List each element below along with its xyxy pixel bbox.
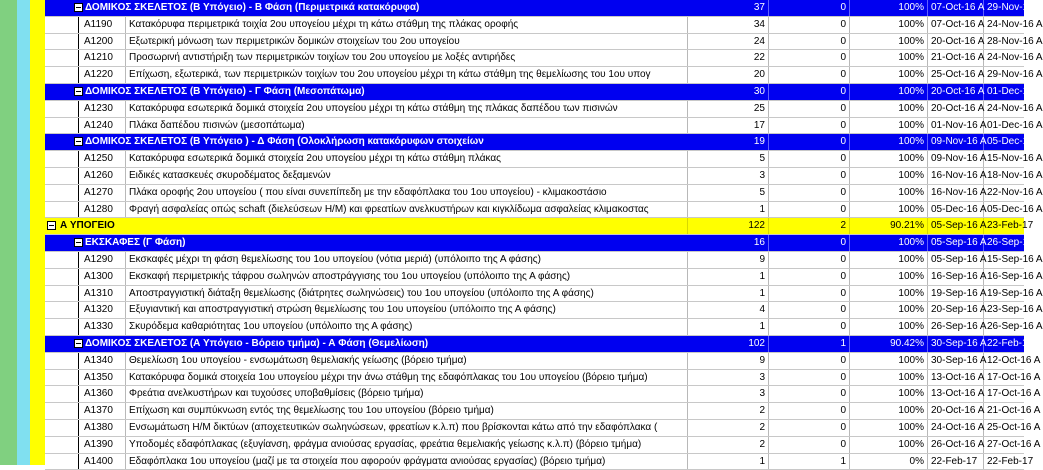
collapse-toggle-icon[interactable]	[47, 221, 56, 230]
tree-line	[78, 34, 79, 50]
table-row[interactable]	[45, 269, 1043, 286]
wbs-group-row[interactable]	[45, 336, 1034, 353]
tree-indent	[45, 168, 81, 184]
activity-name-cell: Κατακόρυφα εσωτερικά δομικά στοιχεία 2ου υπογείου μέχρι τη κάτω στάθμη της πλάκας δαπέδου των πισινών	[126, 101, 688, 117]
level-stripe-cyan	[17, 0, 30, 465]
remaining-duration-cell: 0	[769, 0, 850, 16]
duration-cell: 17	[688, 118, 769, 134]
start-date-cell: 22-Feb-17	[928, 454, 984, 470]
wbs-group-row[interactable]	[45, 134, 1043, 151]
wbs-name-cell: Α ΥΠΟΓΕΙΟ	[45, 218, 688, 234]
activity-id-cell: A1230	[81, 101, 126, 117]
tree-line	[78, 386, 79, 402]
wbs-name-cell: ΕΚΣΚΑΦΕΣ (Γ Φάση)	[45, 235, 688, 251]
finish-date-cell: 22-Feb-17	[987, 455, 1034, 467]
duration-cell: 1	[688, 454, 769, 470]
duration-cell: 24	[688, 34, 769, 50]
finish-date-cell: 25-Oct-16 A	[987, 421, 1041, 433]
start-date-cell: 20-Sep-16 A	[928, 302, 984, 318]
activity-id-cell: A1340	[81, 353, 126, 369]
activity-name-cell: Κατακόρυφα περιμετρικά τοιχία 2ου υπογείου μέχρι τη κάτω στάθμη της πλάκας οροφής	[126, 17, 688, 33]
tree-line	[78, 269, 79, 285]
duration-cell: 2	[688, 403, 769, 419]
table-row[interactable]	[45, 454, 1034, 470]
tree-indent	[45, 118, 81, 134]
tree-line	[78, 302, 79, 318]
tree-line	[78, 151, 79, 167]
tree-line	[78, 420, 79, 436]
duration-cell: 25	[688, 101, 769, 117]
percent-complete-cell: 100%	[850, 34, 928, 50]
table-row[interactable]	[45, 151, 1043, 168]
start-date-cell: 16-Sep-16 A	[928, 269, 984, 285]
tree-indent	[45, 252, 81, 268]
remaining-duration-cell: 0	[769, 353, 850, 369]
activity-name-cell: Φραγή ασφαλείας οπώς schaft (διελεύσεων Η/Μ) και φρεατίων ανελκυστήρων και κιγκλίδωμα ασφαλείας κλιμακοστας	[126, 202, 688, 218]
table-row[interactable]	[45, 185, 1043, 202]
finish-date-cell: 05-Dec-16 A	[987, 136, 1043, 148]
start-date-cell: 07-Oct-16 A	[928, 0, 984, 16]
percent-complete-cell: 100%	[850, 134, 928, 150]
duration-cell: 30	[688, 84, 769, 100]
percent-complete-cell: 100%	[850, 185, 928, 201]
start-date-cell: 26-Sep-16 A	[928, 319, 984, 335]
finish-date-cell: 16-Sep-16 A	[987, 270, 1043, 282]
activity-name-cell: Επίχωση και συμπύκνωση εντός της θεμελίωσης του 1ου υπογείου (βόρειο τμήμα)	[126, 403, 688, 419]
finish-date-cell: 23-Feb-17	[987, 220, 1034, 232]
remaining-duration-cell: 0	[769, 50, 850, 66]
wbs-name-cell: ΔΟΜΙΚΟΣ ΣΚΕΛΕΤΟΣ (Α Υπόγειο - Βόρειο τμήμα) - Α Φάση (Θεμελίωση)	[45, 336, 688, 352]
remaining-duration-cell: 0	[769, 134, 850, 150]
tree-indent	[45, 202, 81, 218]
duration-cell: 4	[688, 302, 769, 318]
tree-indent	[45, 101, 81, 117]
finish-date-cell: 17-Oct-16 A	[987, 371, 1041, 383]
remaining-duration-cell: 0	[769, 269, 850, 285]
duration-cell: 34	[688, 17, 769, 33]
tree-line	[78, 353, 79, 369]
percent-complete-cell: 100%	[850, 370, 928, 386]
tree-indent	[45, 269, 81, 285]
remaining-duration-cell: 1	[769, 336, 850, 352]
duration-cell: 19	[688, 134, 769, 150]
remaining-duration-cell: 1	[769, 454, 850, 470]
wbs-major-row[interactable]	[45, 218, 1034, 235]
percent-complete-cell: 100%	[850, 168, 928, 184]
duration-cell: 5	[688, 185, 769, 201]
remaining-duration-cell: 0	[769, 235, 850, 251]
start-date-cell: 05-Sep-16 A	[928, 235, 984, 251]
tree-line	[78, 454, 79, 470]
activity-name-cell: Εξωτερική μόνωση των περιμετρικών δομικών στοιχείων του 2ου υπογείου	[126, 34, 688, 50]
finish-date-cell: 24-Nov-16 A	[987, 18, 1043, 30]
finish-date-cell: 29-Nov-16 A	[987, 69, 1043, 81]
percent-complete-cell: 0%	[850, 454, 928, 470]
activity-id-cell: A1280	[81, 202, 126, 218]
remaining-duration-cell: 0	[769, 202, 850, 218]
table-row[interactable]	[45, 319, 1043, 336]
table-row[interactable]	[45, 168, 1043, 185]
activity-id-cell: A1250	[81, 151, 126, 167]
start-date-cell: 01-Nov-16 A	[928, 118, 984, 134]
table-row[interactable]	[45, 403, 1041, 420]
table-row[interactable]	[45, 302, 1043, 319]
tree-line	[78, 202, 79, 218]
tree-indent	[45, 34, 81, 50]
start-date-cell: 30-Sep-16 A	[928, 353, 984, 369]
start-date-cell: 09-Nov-16 A	[928, 134, 984, 150]
duration-cell: 5	[688, 151, 769, 167]
activity-name-cell: Επίχωση, εξωτερικά, των περιμετρικών τοιχίων του 2ου υπογείου μέχρι τη κάτω στάθμη της θεμελίωσης του 1ου υπογ	[126, 67, 688, 83]
finish-date-cell: 22-Feb-17	[987, 337, 1034, 349]
activity-table	[45, 0, 1043, 470]
tree-indent	[45, 319, 81, 335]
finish-date-cell: 17-Oct-16 A	[987, 388, 1041, 400]
activity-id-cell: A1350	[81, 370, 126, 386]
remaining-duration-cell: 0	[769, 34, 850, 50]
tree-line	[78, 17, 79, 33]
duration-cell: 1	[688, 269, 769, 285]
finish-date-cell: 01-Dec-16 A	[987, 85, 1043, 97]
activity-name-cell: Ειδικές κατασκευές σκυροδέματος δεξαμενών	[126, 168, 688, 184]
finish-date-cell: 26-Sep-16 A	[987, 237, 1043, 249]
start-date-cell: 21-Oct-16 A	[928, 50, 984, 66]
percent-complete-cell: 100%	[850, 67, 928, 83]
start-date-cell: 26-Oct-16 A	[928, 437, 984, 453]
remaining-duration-cell: 0	[769, 84, 850, 100]
activity-id-cell: A1240	[81, 118, 126, 134]
tree-indent	[45, 50, 81, 66]
percent-complete-cell: 100%	[850, 252, 928, 268]
activity-id-cell: A1310	[81, 286, 126, 302]
remaining-duration-cell: 0	[769, 319, 850, 335]
activity-id-cell: A1320	[81, 302, 126, 318]
activity-id-cell: A1260	[81, 168, 126, 184]
tree-indent	[45, 67, 81, 83]
tree-line	[78, 370, 79, 386]
remaining-duration-cell: 0	[769, 420, 850, 436]
finish-date-cell: 26-Sep-16 A	[987, 321, 1043, 333]
remaining-duration-cell: 0	[769, 403, 850, 419]
start-date-cell: 20-Oct-16 A	[928, 84, 984, 100]
duration-cell: 16	[688, 235, 769, 251]
start-date-cell: 05-Sep-16 A	[928, 218, 984, 234]
finish-date-cell: 05-Dec-16 A	[987, 203, 1043, 215]
percent-complete-cell: 100%	[850, 151, 928, 167]
activity-name-cell: Σκυρόδεμα καθαριότητας 1ου υπογείου (υπόλοιπο της Α φάσης)	[126, 319, 688, 335]
remaining-duration-cell: 0	[769, 151, 850, 167]
activity-id-cell: A1390	[81, 437, 126, 453]
wbs-name-cell: ΔΟΜΙΚΟΣ ΣΚΕΛΕΤΟΣ (Β Υπόγειο) - Β Φάση (Περιμετρικά κατακόρυφα)	[45, 0, 688, 16]
finish-date-cell: 24-Nov-16 A	[987, 52, 1043, 64]
table-row[interactable]	[45, 118, 1043, 135]
activity-name-cell: Κατακόρυφα εσωτερικά δομικά στοιχεία 2ου υπογείου μέχρι τη κάτω στάθμη πλάκας	[126, 151, 688, 167]
table-row[interactable]	[45, 17, 1043, 34]
activity-name-cell: Πλάκα οροφής 2ου υπογείου ( που είναι συνεπίπεδη με την εδαφόπλακα του 1ου υπογείου) - κλιμακοστάσιο	[126, 185, 688, 201]
percent-complete-cell: 100%	[850, 101, 928, 117]
finish-date-cell: 24-Nov-16 A	[987, 102, 1043, 114]
duration-cell: 20	[688, 67, 769, 83]
activity-id-cell: A1360	[81, 386, 126, 402]
activity-name-cell: Εκσκαφές μέχρι τη φάση θεμελίωσης του 1ου υπογείου (νότια μεριά) (υπόλοιπο της Α φάσης)	[126, 252, 688, 268]
tree-indent	[45, 17, 81, 33]
percent-complete-cell: 90.21%	[850, 218, 928, 234]
remaining-duration-cell: 0	[769, 252, 850, 268]
start-date-cell: 20-Oct-16 A	[928, 34, 984, 50]
wbs-group-row[interactable]	[45, 0, 1043, 17]
level-color-stripes	[0, 0, 45, 465]
finish-date-cell: 28-Nov-16 A	[987, 35, 1043, 47]
table-row[interactable]	[45, 67, 1043, 84]
percent-complete-cell: 90.42%	[850, 336, 928, 352]
collapse-toggle-icon[interactable]	[74, 339, 83, 348]
activity-name-cell: Αποστραγγιστική διάταξη θεμελίωσης (διάτρητες σωληνώσεις) του 1ου υπογείου (υπόλοιπο της Α φάσης)	[126, 286, 688, 302]
activity-name-cell: Πλάκα δαπέδου πισινών (μεσοπάτωμα)	[126, 118, 688, 134]
tree-indent	[45, 437, 81, 453]
duration-cell: 3	[688, 386, 769, 402]
start-date-cell: 16-Nov-16 A	[928, 185, 984, 201]
table-row[interactable]	[45, 370, 1041, 387]
activity-id-cell: A1400	[81, 454, 126, 470]
tree-line	[78, 403, 79, 419]
activity-id-cell: A1290	[81, 252, 126, 268]
percent-complete-cell: 100%	[850, 319, 928, 335]
start-date-cell: 16-Nov-16 A	[928, 168, 984, 184]
remaining-duration-cell: 0	[769, 286, 850, 302]
collapse-toggle-icon[interactable]	[74, 137, 83, 146]
remaining-duration-cell: 0	[769, 437, 850, 453]
activity-id-cell: A1370	[81, 403, 126, 419]
tree-indent	[45, 386, 81, 402]
tree-indent	[45, 302, 81, 318]
duration-cell: 37	[688, 0, 769, 16]
duration-cell: 102	[688, 336, 769, 352]
table-row[interactable]	[45, 34, 1043, 51]
start-date-cell: 05-Sep-16 A	[928, 252, 984, 268]
percent-complete-cell: 100%	[850, 420, 928, 436]
percent-complete-cell: 100%	[850, 235, 928, 251]
percent-complete-cell: 100%	[850, 50, 928, 66]
wbs-group-row[interactable]	[45, 235, 1043, 252]
finish-date-cell: 21-Oct-16 A	[987, 405, 1041, 417]
activity-name-cell: Ενσωμάτωση Η/Μ δικτύων (αποχετευτικών σωληνώσεων, φρεατίων κ.λ.π) που βρίσκονται κάτω από την εδαφόπλακα (	[126, 420, 688, 436]
start-date-cell: 20-Oct-16 A	[928, 403, 984, 419]
finish-date-cell: 22-Nov-16 A	[987, 186, 1043, 198]
finish-date-cell: 29-Nov-16 A	[987, 2, 1043, 13]
start-date-cell: 13-Oct-16 A	[928, 370, 984, 386]
wbs-group-row[interactable]	[45, 84, 1043, 101]
percent-complete-cell: 100%	[850, 386, 928, 402]
activity-name-cell: Προσωρινή αντιστήριξη των περιμετρικών τοιχίων του 2ου υπογείου με λοξές αντιρήδες	[126, 50, 688, 66]
finish-date-cell: 15-Sep-16 A	[987, 253, 1043, 265]
percent-complete-cell: 100%	[850, 0, 928, 16]
tree-indent	[45, 454, 81, 470]
activity-id-cell: A1220	[81, 67, 126, 83]
percent-complete-cell: 100%	[850, 403, 928, 419]
duration-cell: 1	[688, 202, 769, 218]
remaining-duration-cell: 0	[769, 168, 850, 184]
remaining-duration-cell: 0	[769, 118, 850, 134]
activity-id-cell: A1200	[81, 34, 126, 50]
wbs-name-cell: ΔΟΜΙΚΟΣ ΣΚΕΛΕΤΟΣ (Β Υπόγειο ) - Δ Φάση (Ολοκλήρωση κατακόρυφων στοιχείων	[45, 134, 688, 150]
activity-name-cell: Φρεάτια ανελκυστήρων και τυχούσες υποβαθμίσεις (βόρειο τμήμα)	[126, 386, 688, 402]
duration-cell: 1	[688, 319, 769, 335]
activity-name-cell: Εδαφόπλακα 1ου υπογείου (μαζί με τα στοιχεία που αφορούν φράγματα ανιούσας εργασίας) (βόρειο τμήμα)	[126, 454, 688, 470]
tree-indent	[45, 420, 81, 436]
percent-complete-cell: 100%	[850, 202, 928, 218]
tree-line	[78, 437, 79, 453]
level-stripe-green	[0, 0, 17, 465]
activity-id-cell: A1330	[81, 319, 126, 335]
tree-indent	[45, 151, 81, 167]
percent-complete-cell: 100%	[850, 437, 928, 453]
percent-complete-cell: 100%	[850, 269, 928, 285]
remaining-duration-cell: 0	[769, 101, 850, 117]
percent-complete-cell: 100%	[850, 353, 928, 369]
start-date-cell: 25-Oct-16 A	[928, 67, 984, 83]
duration-cell: 9	[688, 252, 769, 268]
duration-cell: 22	[688, 50, 769, 66]
table-row[interactable]	[45, 353, 1041, 370]
table-row[interactable]	[45, 101, 1043, 118]
collapse-toggle-icon[interactable]	[74, 238, 83, 247]
activity-id-cell: A1300	[81, 269, 126, 285]
duration-cell: 3	[688, 370, 769, 386]
remaining-duration-cell: 0	[769, 386, 850, 402]
duration-cell: 2	[688, 437, 769, 453]
start-date-cell: 09-Nov-16 A	[928, 151, 984, 167]
table-row[interactable]	[45, 420, 1041, 437]
tree-indent	[45, 286, 81, 302]
remaining-duration-cell: 0	[769, 17, 850, 33]
start-date-cell: 07-Oct-16 A	[928, 17, 984, 33]
activity-name-cell: Θεμελίωση 1ου υπογείου - ενσωμάτωση θεμελιακής γείωσης (βόρειο τμήμα)	[126, 353, 688, 369]
finish-date-cell: 23-Sep-16 A	[987, 304, 1043, 316]
activity-id-cell: A1210	[81, 50, 126, 66]
level-stripe-yellow	[30, 0, 45, 465]
duration-cell: 122	[688, 218, 769, 234]
activity-id-cell: A1380	[81, 420, 126, 436]
collapse-toggle-icon[interactable]	[74, 87, 83, 96]
remaining-duration-cell: 0	[769, 67, 850, 83]
collapse-toggle-icon[interactable]	[74, 3, 83, 12]
tree-line	[78, 319, 79, 335]
tree-line	[78, 252, 79, 268]
activity-id-cell: A1190	[81, 17, 126, 33]
duration-cell: 1	[688, 286, 769, 302]
tree-indent	[45, 403, 81, 419]
table-row[interactable]	[45, 202, 1043, 219]
tree-line	[78, 168, 79, 184]
finish-date-cell: 12-Oct-16 A	[987, 354, 1041, 366]
tree-line	[78, 185, 79, 201]
finish-date-cell: 15-Nov-16 A	[987, 153, 1043, 165]
start-date-cell: 24-Oct-16 A	[928, 420, 984, 436]
finish-date-cell: 01-Dec-16 A	[987, 119, 1043, 131]
percent-complete-cell: 100%	[850, 302, 928, 318]
tree-line	[78, 67, 79, 83]
tree-indent	[45, 370, 81, 386]
percent-complete-cell: 100%	[850, 84, 928, 100]
table-row[interactable]	[45, 386, 1041, 403]
remaining-duration-cell: 0	[769, 370, 850, 386]
start-date-cell: 20-Oct-16 A	[928, 101, 984, 117]
table-row[interactable]	[45, 252, 1043, 269]
percent-complete-cell: 100%	[850, 17, 928, 33]
tree-indent	[45, 353, 81, 369]
activity-id-cell: A1270	[81, 185, 126, 201]
table-row[interactable]	[45, 286, 1043, 303]
activity-name-cell: Εξυγιαντική και αποστραγγιστική στρώση θεμελίωσης του 1ου υπογείου (υπόλοιπο της Α φάσης)	[126, 302, 688, 318]
activity-name-cell: Εκσκαφή περιμετρικής τάφρου σωληνών αποστράγγισης του 1ου υπογείου (υπόλοιπο της Α φάσης)	[126, 269, 688, 285]
table-row[interactable]	[45, 50, 1043, 67]
duration-cell: 9	[688, 353, 769, 369]
activity-name-cell: Υποδομές εδαφόπλακας (εξυγίανση, φράγμα ανιούσας εργασίας, φρεάτια θεμελιακής γείωσης κ.λ.π) (βόρειο τμήμα)	[126, 437, 688, 453]
tree-line	[78, 286, 79, 302]
remaining-duration-cell: 0	[769, 185, 850, 201]
table-row[interactable]	[45, 437, 1041, 454]
finish-date-cell: 27-Oct-16 A	[987, 438, 1041, 450]
tree-indent	[45, 185, 81, 201]
start-date-cell: 05-Dec-16 A	[928, 202, 984, 218]
percent-complete-cell: 100%	[850, 118, 928, 134]
finish-date-cell: 18-Nov-16 A	[987, 169, 1043, 181]
percent-complete-cell: 100%	[850, 286, 928, 302]
start-date-cell: 13-Oct-16 A	[928, 386, 984, 402]
duration-cell: 3	[688, 168, 769, 184]
remaining-duration-cell: 0	[769, 302, 850, 318]
tree-line	[78, 101, 79, 117]
start-date-cell: 19-Sep-16 A	[928, 286, 984, 302]
remaining-duration-cell: 2	[769, 218, 850, 234]
finish-date-cell: 19-Sep-16 A	[987, 287, 1043, 299]
wbs-name-cell: ΔΟΜΙΚΟΣ ΣΚΕΛΕΤΟΣ (Β Υπόγειο) - Γ Φάση (Μεσοπάτωμα)	[45, 84, 688, 100]
activity-name-cell: Κατακόρυφα δομικά στοιχεία 1ου υπογείου μέχρι την άνω στάθμη της εδαφόπλακας του 1ου υπογείου (βόρειο τμήμα)	[126, 370, 688, 386]
tree-line	[78, 118, 79, 134]
start-date-cell: 30-Sep-16 A	[928, 336, 984, 352]
tree-line	[78, 50, 79, 66]
duration-cell: 2	[688, 420, 769, 436]
